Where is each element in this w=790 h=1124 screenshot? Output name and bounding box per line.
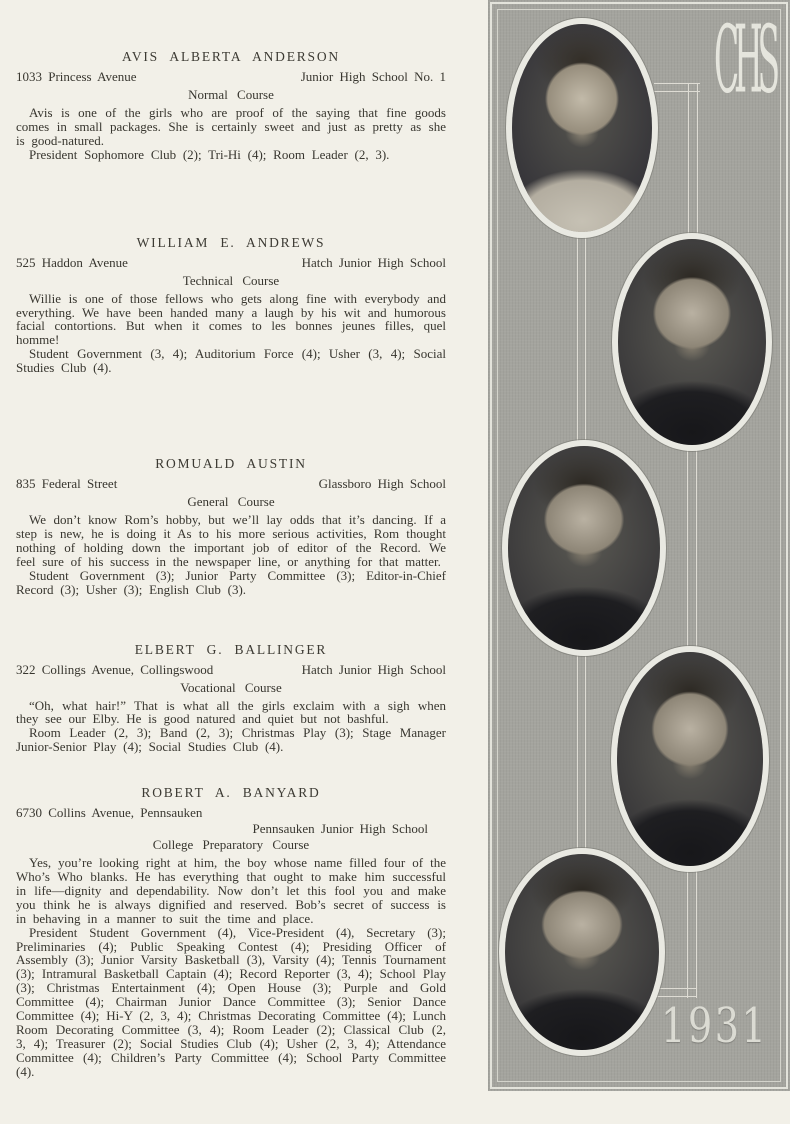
student-school: Hatch Junior High School	[301, 254, 446, 270]
decorative-line	[688, 83, 698, 238]
student-name: ROBERT A. BANYARD	[141, 785, 321, 801]
student-address: 6730 Collins Avenue, Pennsauken	[16, 805, 203, 821]
address-row	[16, 69, 446, 85]
student-address: 322 Collings Avenue, Collingswood	[16, 661, 214, 677]
oval-portrait-2	[612, 233, 772, 451]
portrait-photo-icon	[617, 652, 763, 866]
student-name: AVIS ALBERTA ANDERSON	[122, 49, 340, 64]
decorative-line	[577, 230, 586, 445]
student-address: 835 Federal Street	[16, 476, 118, 492]
student-activities: Student Government (3); Junior Party Committee (3); Editor-in-Chief Record (3); Usher (3); English Club (3).	[16, 567, 446, 597]
student-course: College Preparatory Course	[152, 837, 310, 853]
student-activities: Room Leader (2, 3); Band (2, 3); Christmas Play (3); Stage Manager Junior-Senior Play (4); Social Studies Club (4).	[16, 725, 446, 755]
student-school: Glassboro High School	[318, 476, 446, 492]
student-description: Yes, you’re looking right at him, the boy whose name filled four of the Who’s Who blanks. He has everything that ought to make him successful in life—dignity and dependability. Now don’t let this fool you and make you think he is always dignified and reserved. Bob’s secret of success is in behaving in a manner to suit the time and place.	[16, 855, 446, 926]
student-activities: Student Government (3, 4); Auditorium Force (4); Usher (3, 4); Social Studies Club (4).	[16, 346, 446, 376]
oval-portrait-1	[506, 18, 658, 238]
student-school: Junior High School No. 1	[300, 69, 446, 84]
student-activities: President Sophomore Club (2); Tri-Hi (4); Room Leader (2, 3).	[29, 146, 390, 162]
student-description: Willie is one of those fellows who gets along fine with everybody and everything. We have been handed many a laugh by his wit and humorous facial contortions. But when it comes to les bonnes jeunes filles, quel homme!	[16, 290, 446, 348]
student-course: Vocational Course	[180, 679, 282, 695]
student-description: Avis is one of the girls who are proof of the saying that fine goods comes in small packages. She is certainly sweet and just as pretty as she is good-natured.	[16, 105, 446, 148]
student-entry-ballinger	[16, 641, 446, 755]
student-name: WILLIAM E. ANDREWS	[136, 234, 326, 250]
address-row	[16, 662, 446, 678]
oval-portrait-4	[611, 646, 769, 872]
student-school: Pennsauken Junior High School	[252, 821, 428, 837]
student-description: We don’t know Rom’s hobby, but we’ll lay odds that it’s dancing. If a step is new, he is doing it As to his more serious activities, Rom thought nothing of holding down the important job of editor of the Record. We feel sure of his success in the newspaper line, or anything for that matter.	[16, 512, 446, 569]
decorative-line	[655, 988, 697, 997]
student-course: Technical Course	[182, 272, 280, 288]
student-school: Hatch Junior High School	[301, 661, 446, 677]
student-activities: President Student Government (4), Vice-President (4), Secretary (3); Preliminaries (4); Public Speaking Contest (4); Presiding Officer of Assembly (3); Junior Varsity Basketball (3), Varsity (4); Tennis Tournament (3); Intramural Basketball Captain (4); Record Reporter (3, 4); School Play (3); Christmas Entertainment (4); Open House (3); Purple and Gold Committee (4); Chairman Junior Dance Committee (3); Senior Dance Committee (4); Hi-Y (2, 3, 4); Christmas Decorating Committee (4); Lunch Room Decorating Committee (3, 4); Room Leader (2); Classical Club (2, 3, 4); Treasurer (2); Social Studies Club (4); Usher (2, 3, 4); Attendance Committee (4); Children’s Party Committee (4); School Party Committee (4).	[16, 924, 446, 1079]
oval-portrait-3	[502, 440, 666, 656]
student-address: 525 Haddon Avenue	[16, 254, 128, 270]
student-course: Normal Course	[188, 87, 274, 102]
student-address: 1033 Princess Avenue	[16, 69, 137, 84]
address-row	[16, 476, 446, 492]
student-description: “Oh, what hair!” That is what all the girls exclaim with a sigh when they see our Elby. He is good natured and quiet but not bashful.	[16, 697, 446, 727]
year-label: 1931	[661, 998, 769, 1054]
decorative-line	[687, 866, 697, 998]
student-entry-austin	[16, 455, 446, 596]
oval-portrait-5	[499, 848, 665, 1056]
student-entry-banyard	[16, 784, 446, 1079]
portrait-photo-icon	[618, 239, 766, 445]
photo-panel	[488, 0, 790, 1091]
portrait-photo-icon	[508, 446, 660, 650]
student-course: General Course	[187, 494, 275, 510]
decorative-line	[577, 650, 586, 853]
text-column	[16, 48, 446, 1079]
decorative-line	[687, 446, 697, 651]
chs-monogram: CHS	[714, 6, 775, 115]
student-name: ROMUALD AUSTIN	[155, 456, 307, 472]
student-name: ELBERT G. BALLINGER	[134, 641, 328, 657]
portrait-photo-icon	[505, 854, 659, 1050]
address-row	[16, 255, 446, 271]
student-entry-andrews	[16, 234, 446, 375]
portrait-photo-icon	[512, 24, 652, 232]
student-entry-anderson	[16, 48, 446, 162]
